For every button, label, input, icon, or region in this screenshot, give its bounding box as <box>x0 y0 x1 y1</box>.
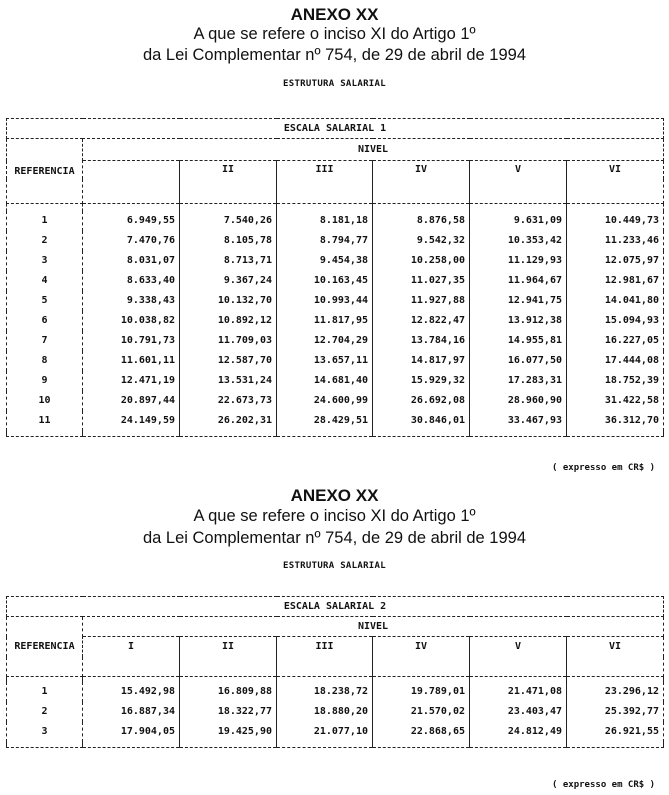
value-cell: 11.601,11 <box>83 351 180 371</box>
table-row <box>7 271 664 291</box>
table-row <box>7 211 664 231</box>
table-row <box>7 722 664 742</box>
value-cell: 21.077,10 <box>277 722 373 742</box>
ref-cell: 6 <box>7 311 83 331</box>
value-cell: 14.041,80 <box>567 291 664 311</box>
currency-note: ( expresso em CR$ ) <box>552 463 655 473</box>
value-cell: 23.296,12 <box>567 682 664 702</box>
table-row <box>7 231 664 251</box>
value-cell: 16.887,34 <box>83 702 180 722</box>
ref-cell: 7 <box>7 331 83 351</box>
value-cell: 11.233,46 <box>567 231 664 251</box>
level-cell: III <box>277 637 373 657</box>
value-cell: 18.322,77 <box>180 702 277 722</box>
ref-cell: 1 <box>7 211 83 231</box>
value-cell: 9.542,32 <box>373 231 470 251</box>
value-cell: 24.812,49 <box>470 722 567 742</box>
table-row <box>7 371 664 391</box>
value-cell: 16.077,50 <box>470 351 567 371</box>
value-cell: 14.681,40 <box>277 371 373 391</box>
value-cell: 14.955,81 <box>470 331 567 351</box>
value-cell: 18.880,20 <box>277 702 373 722</box>
value-cell: 11.817,95 <box>277 311 373 331</box>
ref-cell: 4 <box>7 271 83 291</box>
value-cell: 19.789,01 <box>373 682 470 702</box>
table-row <box>7 331 664 351</box>
ref-cell: 2 <box>7 702 83 722</box>
value-cell: 22.868,65 <box>373 722 470 742</box>
value-cell: 10.892,12 <box>180 311 277 331</box>
value-cell: 12.941,75 <box>470 291 567 311</box>
level-cell: IV <box>373 637 470 657</box>
currency-note: ( expresso em CR$ ) <box>552 780 655 790</box>
ref-cell: 8 <box>7 351 83 371</box>
annex2-line2: da Lei Complementar nº 754, de 29 de abril de 1994 <box>142 529 527 547</box>
table-row <box>7 311 664 331</box>
value-cell: 25.392,77 <box>567 702 664 722</box>
value-cell: 12.822,47 <box>373 311 470 331</box>
value-cell: 12.587,70 <box>180 351 277 371</box>
ref-cell: 11 <box>7 411 83 431</box>
scale-label: ESCALA SALARIAL 1 <box>7 119 664 139</box>
level-cell: II <box>180 637 277 657</box>
value-cell: 11.927,88 <box>373 291 470 311</box>
value-cell: 15.492,98 <box>83 682 180 702</box>
table-row <box>7 291 664 311</box>
value-cell: 11.027,35 <box>373 271 470 291</box>
ref-header: REFERENCIA <box>7 139 83 204</box>
value-cell: 13.657,11 <box>277 351 373 371</box>
level-cell: II <box>180 161 277 179</box>
value-cell: 16.809,88 <box>180 682 277 702</box>
value-cell: 22.673,73 <box>180 391 277 411</box>
value-cell: 13.784,16 <box>373 331 470 351</box>
value-cell: 10.353,42 <box>470 231 567 251</box>
level-cell: VI <box>567 161 664 179</box>
value-cell: 6.949,55 <box>83 211 180 231</box>
value-cell: 26.921,55 <box>567 722 664 742</box>
value-cell: 9.367,24 <box>180 271 277 291</box>
value-cell: 8.794,77 <box>277 231 373 251</box>
value-cell: 9.631,09 <box>470 211 567 231</box>
value-cell: 12.981,67 <box>567 271 664 291</box>
level-header: NIVEL <box>83 139 664 161</box>
ref-cell: 3 <box>7 722 83 742</box>
annex1-title: ANEXO XX <box>290 5 379 24</box>
value-cell: 28.429,51 <box>277 411 373 431</box>
table-row <box>7 351 664 371</box>
value-cell: 13.531,24 <box>180 371 277 391</box>
value-cell: 17.444,08 <box>567 351 664 371</box>
scale-label: ESCALA SALARIAL 2 <box>7 597 664 617</box>
value-cell: 9.454,38 <box>277 251 373 271</box>
level-cell: VI <box>567 637 664 657</box>
value-cell: 19.425,90 <box>180 722 277 742</box>
value-cell: 11.964,67 <box>470 271 567 291</box>
value-cell: 7.470,76 <box>83 231 180 251</box>
ref-cell: 1 <box>7 682 83 702</box>
value-cell: 12.075,97 <box>567 251 664 271</box>
value-cell: 17.283,31 <box>470 371 567 391</box>
ref-header: REFERENCIA <box>7 617 83 677</box>
value-cell: 8.181,18 <box>277 211 373 231</box>
table-row <box>7 411 664 431</box>
annex1-line1: A que se refere o inciso XI do Artigo 1º <box>193 25 476 43</box>
value-cell: 23.403,47 <box>470 702 567 722</box>
ref-cell: 2 <box>7 231 83 251</box>
value-cell: 18.238,72 <box>277 682 373 702</box>
value-cell: 11.709,03 <box>180 331 277 351</box>
value-cell: 8.105,78 <box>180 231 277 251</box>
table-row <box>7 682 664 702</box>
level-header: NIVEL <box>83 617 664 637</box>
value-cell: 21.471,08 <box>470 682 567 702</box>
value-cell: 10.163,45 <box>277 271 373 291</box>
value-cell: 21.570,02 <box>373 702 470 722</box>
ref-cell: 3 <box>7 251 83 271</box>
annex2-subtitle: ESTRUTURA SALARIAL <box>283 561 386 571</box>
value-cell: 10.132,70 <box>180 291 277 311</box>
value-cell: 16.227,05 <box>567 331 664 351</box>
value-cell: 26.202,31 <box>180 411 277 431</box>
level-cell: IV <box>373 161 470 179</box>
annex1-line2: da Lei Complementar nº 754, de 29 de abril de 1994 <box>142 46 527 64</box>
value-cell: 17.904,05 <box>83 722 180 742</box>
value-cell: 10.993,44 <box>277 291 373 311</box>
value-cell: 14.817,97 <box>373 351 470 371</box>
ref-cell: 5 <box>7 291 83 311</box>
value-cell: 10.258,00 <box>373 251 470 271</box>
level-cell: III <box>277 161 373 179</box>
value-cell: 24.600,99 <box>277 391 373 411</box>
value-cell: 7.540,26 <box>180 211 277 231</box>
value-cell: 8.876,58 <box>373 211 470 231</box>
value-cell: 15.929,32 <box>373 371 470 391</box>
level-cell <box>83 161 180 179</box>
value-cell: 24.149,59 <box>83 411 180 431</box>
salary-table-1 <box>6 118 664 437</box>
table-row <box>7 702 664 722</box>
value-cell: 9.338,43 <box>83 291 180 311</box>
salary-table-2 <box>6 596 664 748</box>
value-cell: 33.467,93 <box>470 411 567 431</box>
value-cell: 12.471,19 <box>83 371 180 391</box>
value-cell: 10.449,73 <box>567 211 664 231</box>
value-cell: 8.633,40 <box>83 271 180 291</box>
table-row <box>7 251 664 271</box>
table-row <box>7 391 664 411</box>
value-cell: 10.038,82 <box>83 311 180 331</box>
value-cell: 10.791,73 <box>83 331 180 351</box>
value-cell: 13.912,38 <box>470 311 567 331</box>
level-cell: V <box>470 161 567 179</box>
ref-cell: 10 <box>7 391 83 411</box>
value-cell: 12.704,29 <box>277 331 373 351</box>
annex2-title: ANEXO XX <box>290 486 379 505</box>
value-cell: 8.031,07 <box>83 251 180 271</box>
value-cell: 20.897,44 <box>83 391 180 411</box>
value-cell: 8.713,71 <box>180 251 277 271</box>
value-cell: 30.846,01 <box>373 411 470 431</box>
annex1-subtitle: ESTRUTURA SALARIAL <box>283 79 386 89</box>
annex2-line1: A que se refere o inciso XI do Artigo 1º <box>193 507 476 525</box>
value-cell: 18.752,39 <box>567 371 664 391</box>
level-cell: V <box>470 637 567 657</box>
value-cell: 26.692,08 <box>373 391 470 411</box>
value-cell: 11.129,93 <box>470 251 567 271</box>
value-cell: 28.960,90 <box>470 391 567 411</box>
ref-cell: 9 <box>7 371 83 391</box>
value-cell: 31.422,58 <box>567 391 664 411</box>
level-cell: I <box>83 637 180 657</box>
value-cell: 36.312,70 <box>567 411 664 431</box>
value-cell: 15.094,93 <box>567 311 664 331</box>
